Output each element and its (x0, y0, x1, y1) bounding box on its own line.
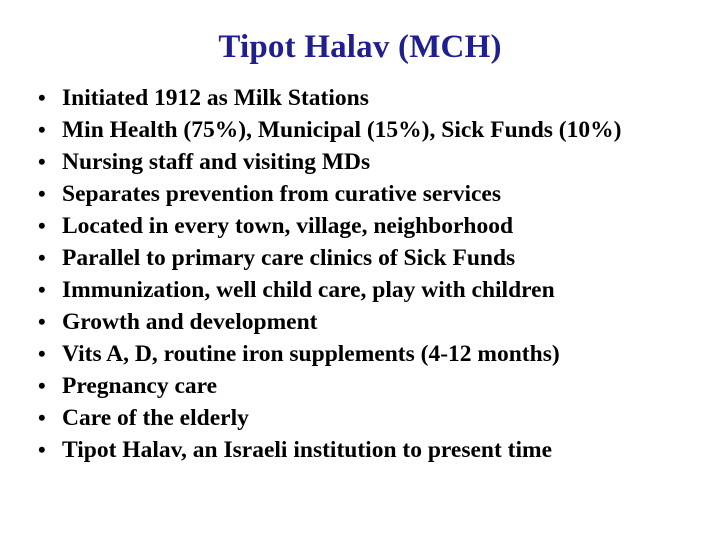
list-item-label: Located in every town, village, neighborhood (62, 213, 514, 240)
bullet-icon: • (38, 245, 46, 271)
bullet-icon: • (38, 117, 46, 143)
list-item (38, 371, 698, 402)
list-item-label: Vits A, D, routine iron supplements (4-12 months) (62, 341, 560, 368)
list-item (38, 275, 698, 306)
bullet-icon: • (38, 149, 46, 175)
list-item (38, 147, 698, 178)
bullet-icon: • (38, 373, 46, 399)
bullet-list (0, 65, 720, 466)
list-item (38, 179, 698, 210)
list-item (38, 115, 698, 146)
list-item-label: Tipot Halav, an Israeli institution to present time (62, 437, 553, 464)
bullet-icon: • (38, 341, 46, 367)
list-item (38, 307, 698, 338)
list-item (38, 83, 698, 114)
bullet-icon: • (38, 181, 46, 207)
list-item-label: Min Health (75%), Municipal (15%), Sick Funds (10%) (62, 117, 622, 144)
list-item (38, 243, 698, 274)
list-item-label: Pregnancy care (62, 373, 218, 400)
list-item-label: Separates prevention from curative services (62, 181, 501, 208)
list-item-label: Initiated 1912 as Milk Stations (62, 85, 369, 112)
list-item (38, 403, 698, 434)
list-item-label: Immunization, well child care, play with children (62, 277, 555, 304)
bullet-icon: • (38, 85, 46, 111)
list-item (38, 435, 698, 466)
list-item (38, 339, 698, 370)
bullet-icon: • (38, 213, 46, 239)
list-item-label: Parallel to primary care clinics of Sick Funds (62, 245, 516, 272)
bullet-icon: • (38, 405, 46, 431)
list-item-label: Care of the elderly (62, 405, 249, 432)
page-title: Tipot Halav (MCH) (218, 29, 502, 65)
list-item-label: Nursing staff and visiting MDs (62, 149, 371, 176)
list-item (38, 211, 698, 242)
bullet-icon: • (38, 437, 46, 463)
bullet-icon: • (38, 309, 46, 335)
bullet-icon: • (38, 277, 46, 303)
list-item-label: Growth and development (62, 309, 318, 336)
